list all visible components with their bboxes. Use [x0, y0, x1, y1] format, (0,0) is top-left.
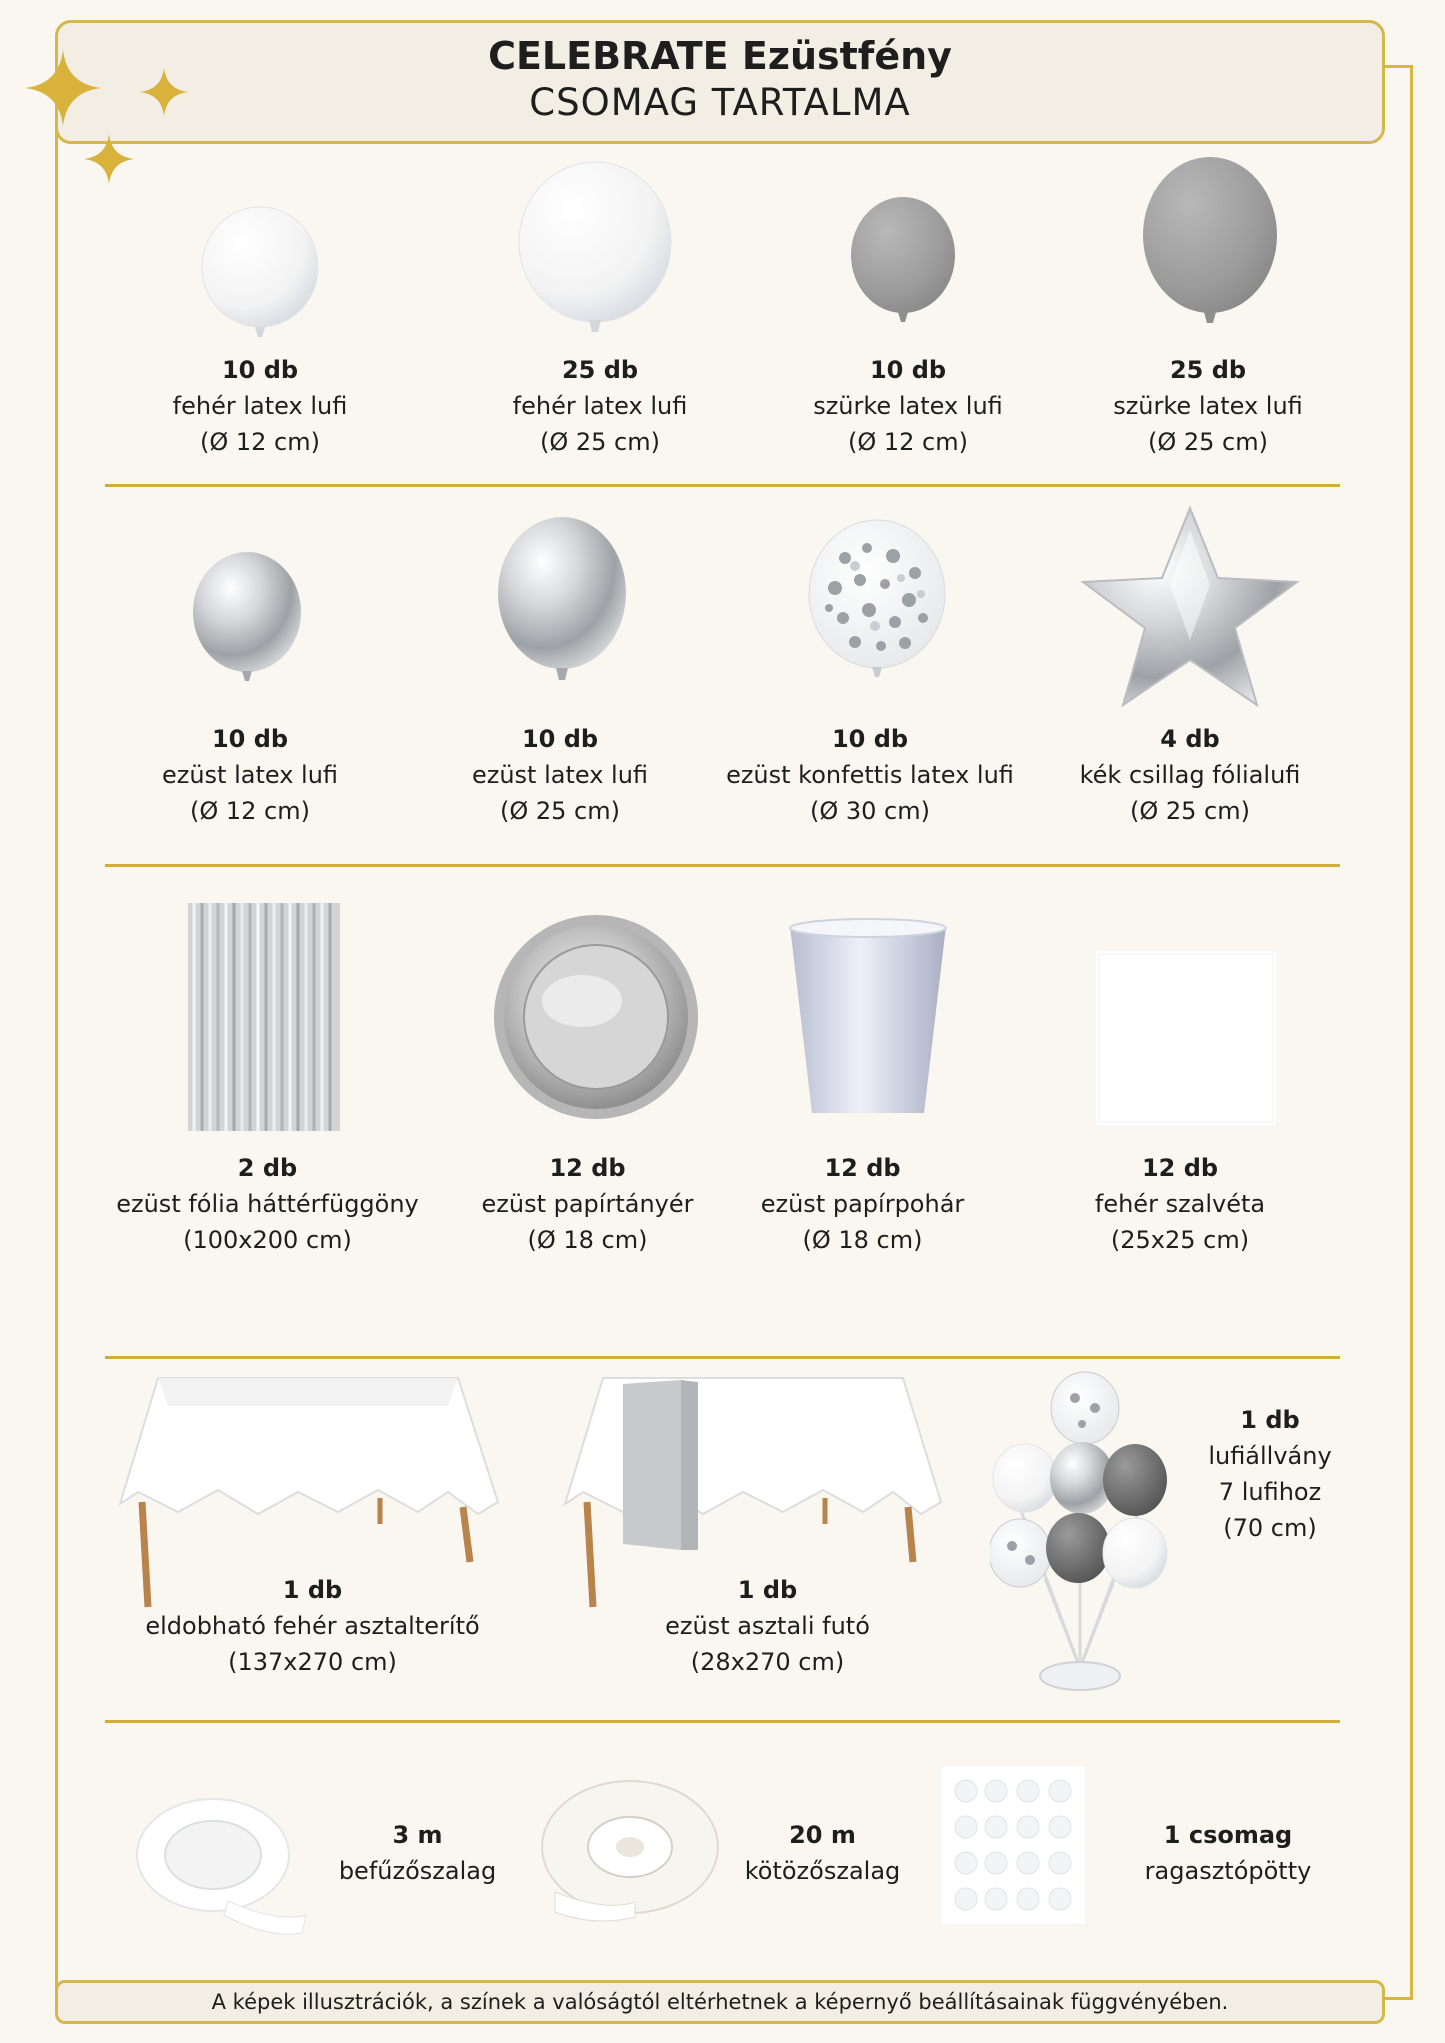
white-balloon-large-image	[515, 160, 675, 355]
header	[55, 20, 1385, 144]
star-foil-balloon-image	[1075, 500, 1305, 720]
header-title: CELEBRATE Ezüstfény	[488, 34, 952, 78]
list-item: 10 db ezüst latex lufi (Ø 12 cm)	[161, 725, 339, 825]
header-subtitle: CSOMAG TARTALMA	[529, 81, 911, 124]
list-item: 10 db ezüst konfettis latex lufi (Ø 30 cm)	[726, 725, 1014, 825]
gift-ribbon-spool-image	[535, 1772, 725, 1932]
napkin-image	[1095, 950, 1277, 1126]
paper-plate-image	[492, 913, 700, 1121]
silver-balloon-small-image	[190, 550, 305, 705]
curling-ribbon-image	[128, 1783, 308, 1943]
divider	[105, 1720, 1340, 1723]
silver-balloon-large-image	[495, 515, 630, 705]
list-item: 3 m befűzőszalag	[338, 1821, 497, 1885]
grey-balloon-small-image	[848, 195, 958, 345]
divider	[105, 484, 1340, 487]
list-item: 25 db szürke latex lufi (Ø 25 cm)	[1113, 356, 1303, 456]
grey-balloon-large-image	[1140, 155, 1280, 345]
list-item: 10 db ezüst latex lufi (Ø 25 cm)	[471, 725, 649, 825]
list-item: 25 db fehér latex lufi (Ø 25 cm)	[512, 356, 688, 456]
list-item: 12 db ezüst papírtányér (Ø 18 cm)	[481, 1154, 694, 1254]
list-item: 12 db ezüst papírpohár (Ø 18 cm)	[760, 1154, 965, 1254]
foil-curtain-image	[188, 903, 340, 1131]
list-item: 1 db eldobható fehér asztalterítő (137x270 cm)	[145, 1576, 480, 1676]
list-item: 2 db ezüst fólia háttérfüggöny (100x200 cm)	[116, 1154, 419, 1254]
list-item: 1 csomag ragasztópötty	[1144, 1821, 1312, 1885]
paper-cup-image	[786, 918, 950, 1118]
divider	[105, 864, 1340, 867]
list-item: 12 db fehér szalvéta (25x25 cm)	[1094, 1154, 1266, 1254]
list-item: 10 db fehér latex lufi (Ø 12 cm)	[172, 356, 348, 456]
footer-note: A képek illusztrációk, a színek a valóságtól eltérhetnek a képernyő beállításainak függvényében.	[55, 1980, 1385, 2024]
sparkle-icon	[84, 134, 134, 184]
white-balloon-small-image	[195, 205, 325, 355]
list-item: 10 db szürke latex lufi (Ø 12 cm)	[813, 356, 1003, 456]
list-item: 4 db kék csillag fólialufi (Ø 25 cm)	[1079, 725, 1301, 825]
glue-dots-image	[940, 1765, 1086, 1925]
list-item: 1 db lufiállvány 7 lufihoz (70 cm)	[1208, 1406, 1332, 1542]
sparkle-icon	[25, 50, 101, 126]
divider	[105, 1356, 1340, 1359]
list-item: 20 m kötözőszalag	[744, 1821, 901, 1885]
balloon-stand-image	[990, 1368, 1170, 1698]
sparkle-icon	[140, 68, 188, 116]
list-item: 1 db ezüst asztali futó (28x270 cm)	[665, 1576, 870, 1676]
confetti-balloon-image	[805, 518, 950, 703]
